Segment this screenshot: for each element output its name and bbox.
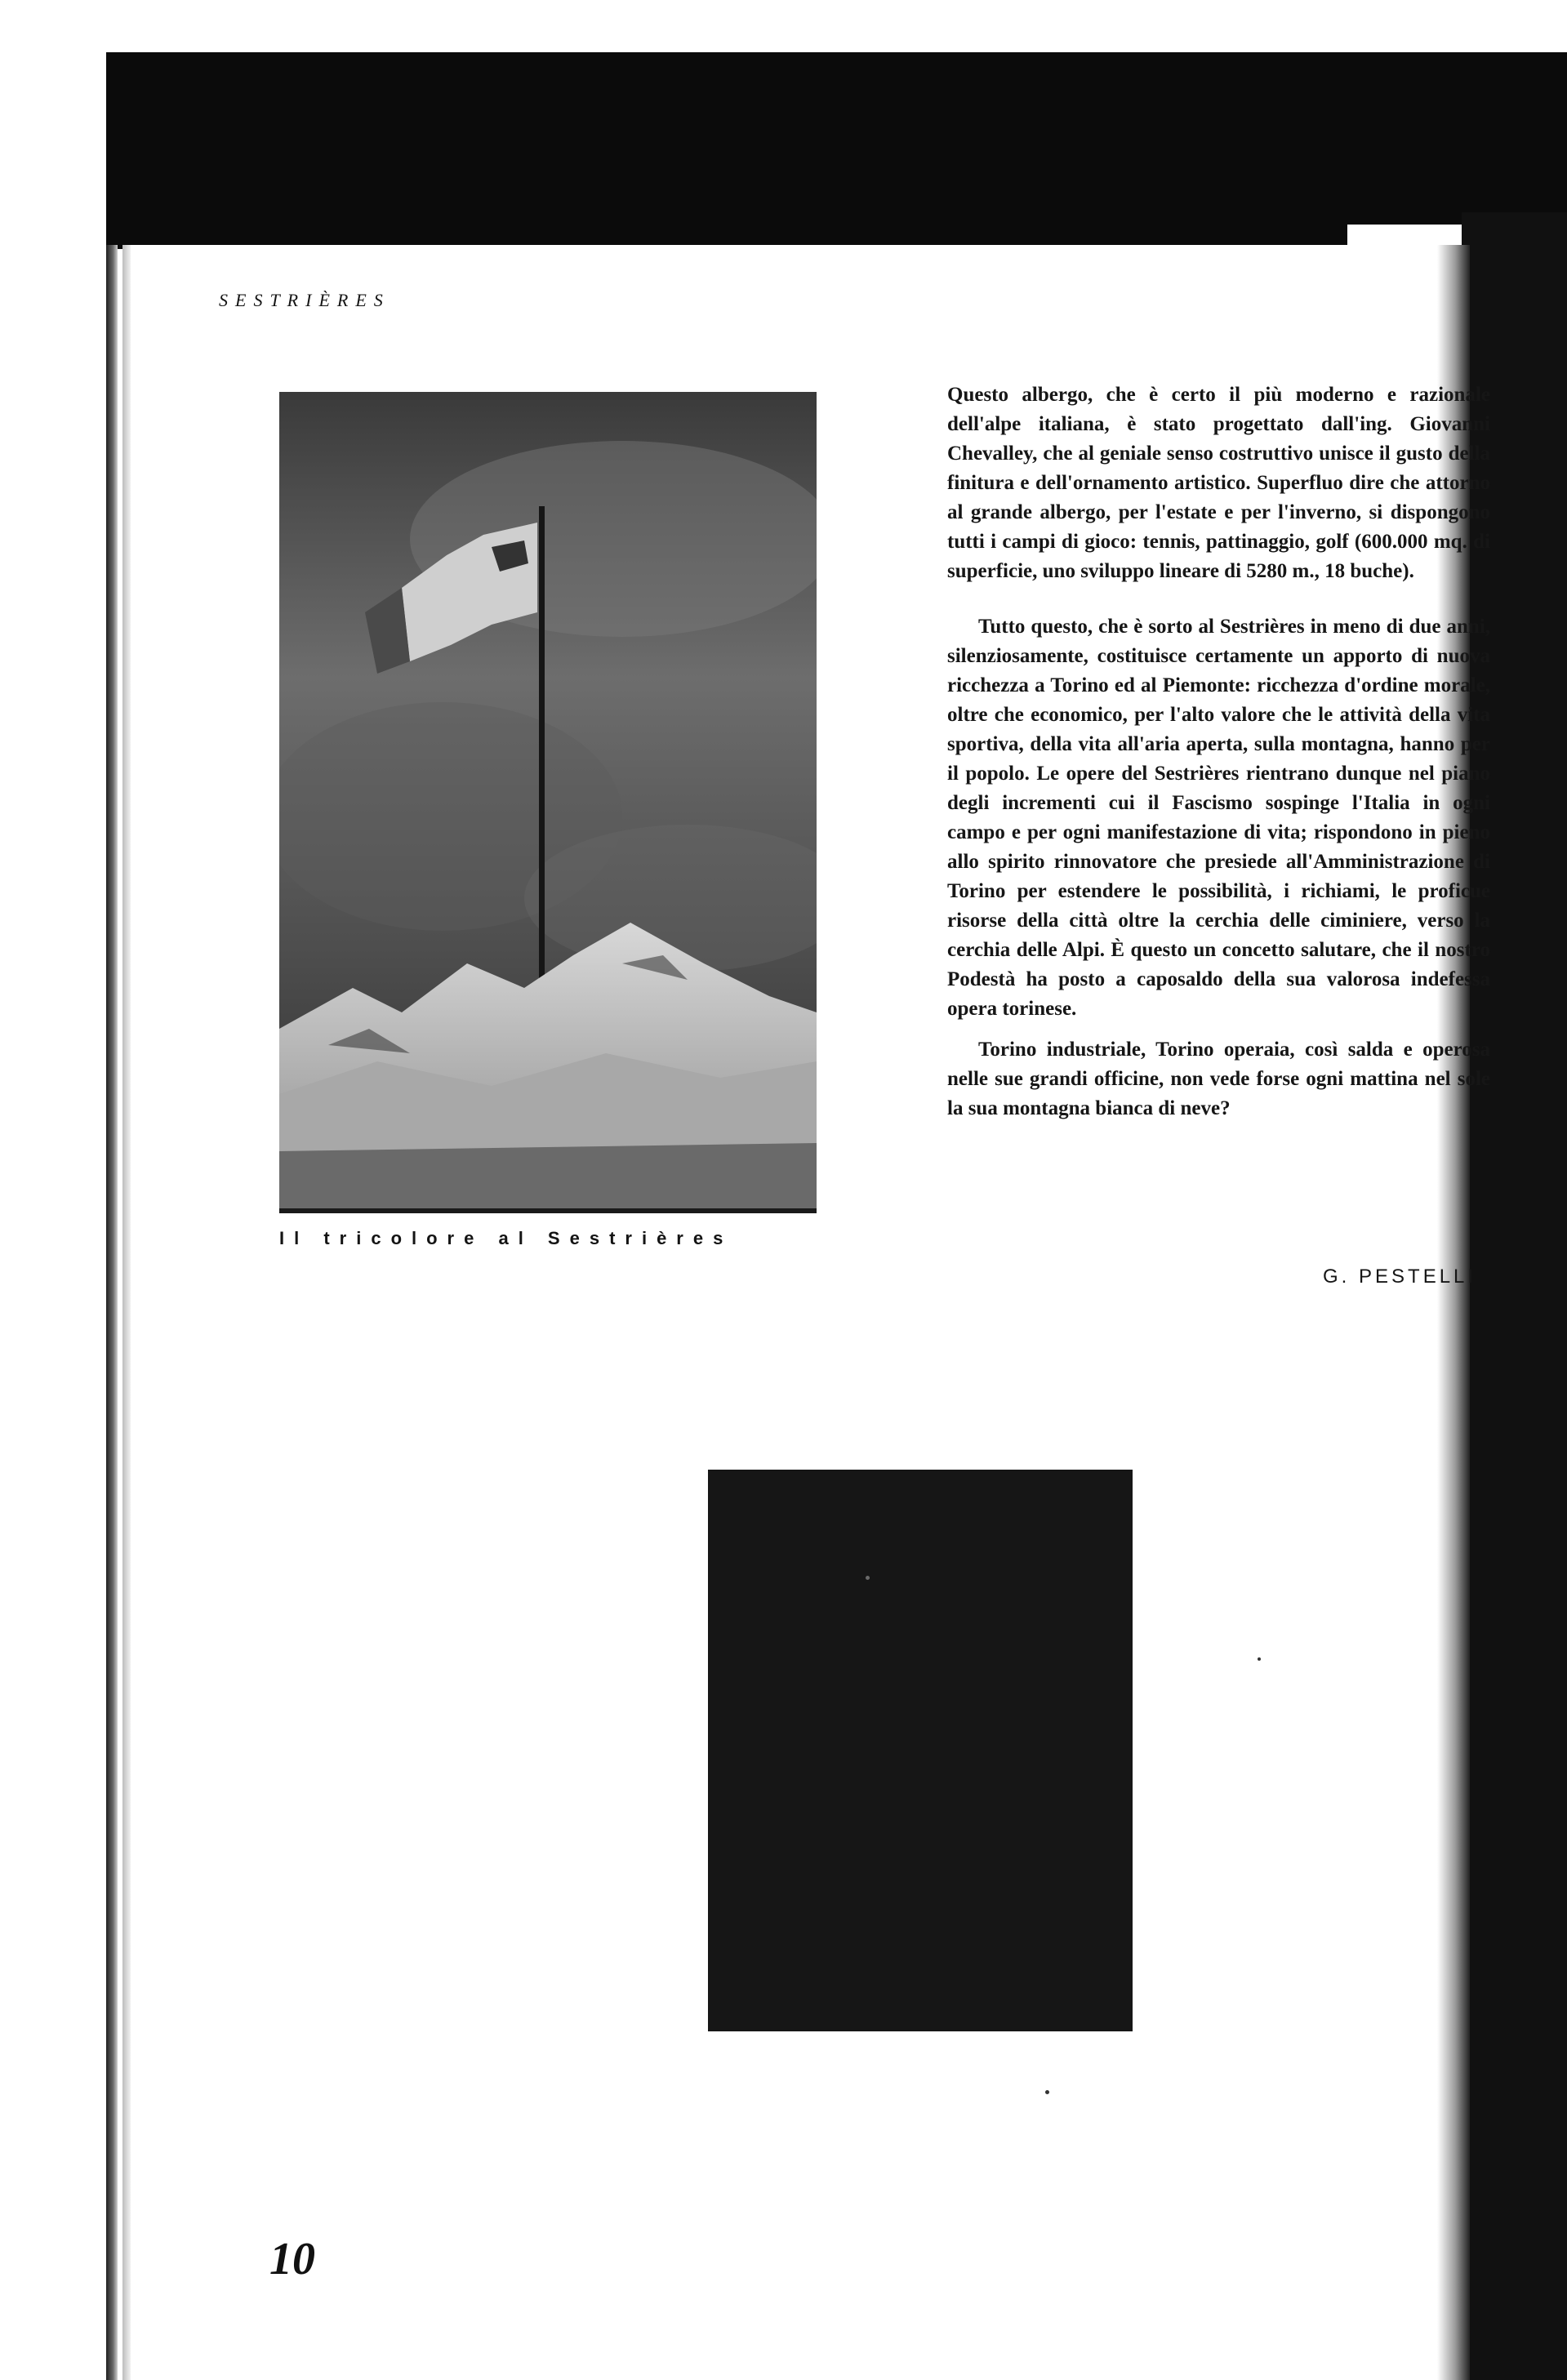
scan-speck bbox=[866, 1576, 870, 1580]
page-number: 10 bbox=[269, 2234, 315, 2284]
running-head: SESTRIÈRES bbox=[219, 290, 390, 310]
scan-border-top-band bbox=[106, 86, 1347, 249]
article-body bbox=[947, 380, 1490, 1150]
scan-speck bbox=[1045, 2090, 1049, 2094]
scan-speck bbox=[1258, 1657, 1261, 1661]
page-left-shadow bbox=[122, 245, 131, 2380]
article-paragraph: Tutto questo, che è sorto al Sestrières in meno di due anni, silenziosamente, costituisce certamente un apporto di nuova ricchezza a Torino ed al Piemonte: ricchezza d'ordine morale, oltre che economico, per l'alto valore che le attività della vita sportiva, della vita all'aria aperta, sulla montagna, hanno per il popolo. Le opere del Sestrières rientrano dunque nel piano degli incrementi cui il Fascismo sospinge l'Italia in ogni campo e per ogni manifestazione di vita; rispondono in pieno allo spirito rinnovatore che presiede all'Amministrazione di Torino per estendere le possibilità, i richiami, le proficue risorse della città oltre la cerchia delle ciminiere, verso la cerchia delle Alpi. È questo un concetto salutare, che il nostro Podestà ha posto a caposaldo della sua valorosa indefessa opera torinese. bbox=[947, 616, 1490, 1020]
scan-border-left bbox=[106, 245, 118, 2380]
scan-border-top bbox=[106, 52, 1567, 89]
flag-photo bbox=[279, 392, 817, 1213]
author-signature: G. PESTELLI bbox=[1323, 1266, 1477, 1288]
scan-border-top-right bbox=[1347, 86, 1567, 225]
flag-on-mountain-photo-icon bbox=[279, 392, 817, 1208]
article-paragraph: Torino industriale, Torino operaia, così salda e operosa nelle sue grandi officine, non vede forse ogni mattina nel sole la sua montagna bianca di neve? bbox=[947, 1039, 1490, 1119]
photo-caption: Il tricolore al Sestrières bbox=[279, 1228, 733, 1248]
dark-image-panel bbox=[708, 1470, 1133, 2031]
article-paragraph: Questo albergo, che è certo il più moderno e razionale dell'alpe italiana, è stato progettato dall'ing. Giovanni Chevalley, che al geniale senso costruttivo unisce il gusto della finitura e dell'ornamento artistico. Superfluo dire che attorno al grande albergo, per l'estate e per l'inverno, si dispongono tutti i campi di gioco: tennis, pattinaggio, golf (600.000 mq. di superficie, uno sviluppo lineare di 5280 m., 18 buche). bbox=[947, 384, 1490, 582]
